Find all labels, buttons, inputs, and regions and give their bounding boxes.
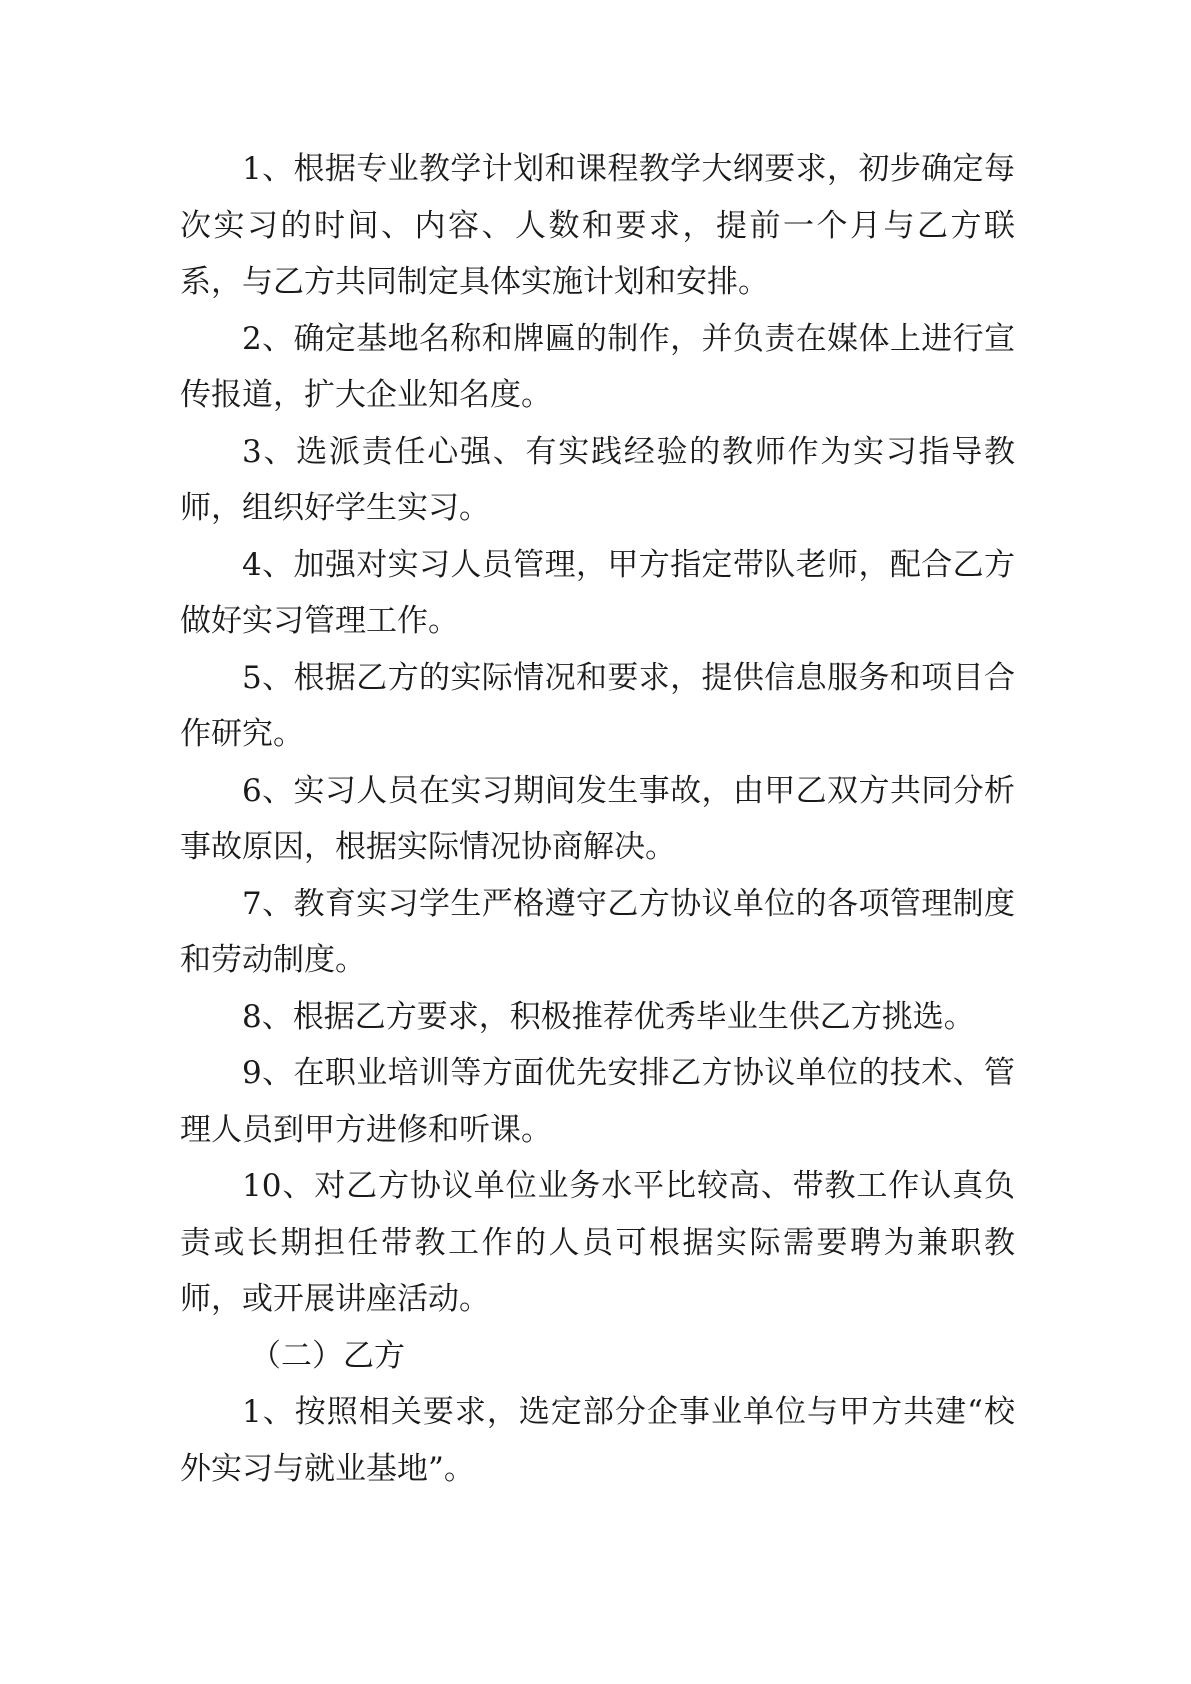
clause-5: 5、根据乙方的实际情况和要求，提供信息服务和项目合作研究。 — [180, 659, 1015, 752]
clause-4: 4、加强对实习人员管理，甲方指定带队老师，配合乙方做好实习管理工作。 — [180, 546, 1015, 639]
clause-6: 6、实习人员在实习期间发生事故，由甲乙双方共同分析事故原因，根据实际情况协商解决。 — [180, 772, 1015, 865]
clause-2: 2、确定基地名称和牌匾的制作，并负责在媒体上进行宣传报道，扩大企业知名度。 — [180, 320, 1015, 413]
document-body — [180, 141, 1015, 1497]
clause-9: 9、在职业培训等方面优先安排乙方协议单位的技术、管理人员到甲方进修和听课。 — [180, 1055, 1015, 1148]
clause-3: 3、选派责任心强、有实践经验的教师作为实习指导教师，组织好学生实习。 — [180, 433, 1015, 526]
clause-1: 1、根据专业教学计划和课程教学大纲要求，初步确定每次实习的时间、内容、人数和要求，提前一个月与乙方联系，与乙方共同制定具体实施计划和安排。 — [180, 151, 1015, 300]
clause-8: 8、根据乙方要求，积极推荐优秀毕业生供乙方挑选。 — [242, 998, 975, 1035]
clause-7: 7、教育实习学生严格遵守乙方协议单位的各项管理制度和劳动制度。 — [180, 885, 1015, 978]
clause-10: 10、对乙方协议单位业务水平比较高、带教工作认真负责或长期担任带教工作的人员可根据实际需要聘为兼职教师，或开展讲座活动。 — [180, 1168, 1015, 1317]
section-heading-party-b: （二）乙方 — [250, 1337, 405, 1374]
party-b-clause-1: 1、按照相关要求，选定部分企事业单位与甲方共建“校外实习与就业基地”。 — [180, 1394, 1015, 1487]
